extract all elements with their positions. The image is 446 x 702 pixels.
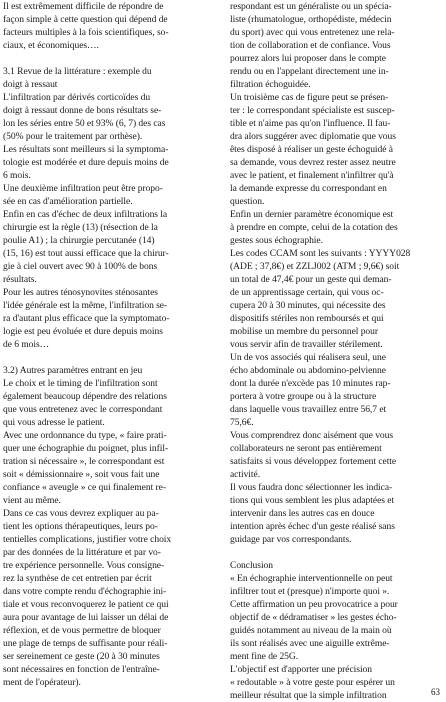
text-line: doigt à ressaut donne de bons résultats se- [3,105,162,116]
text-line: « En échographie interventionnelle on peut [230,573,393,584]
text-line: L'objectif est d'apporter une précision [230,664,372,675]
page-number: 63 [431,687,440,697]
text-line: L'infiltration par dérivés corticoïdes du [3,92,151,103]
text-line: Il vous faudra donc sélectionner les indica- [230,482,393,493]
text-line: poulie A1) ; la chirurgie percutanée (14) [3,235,155,246]
text-line: qui vous adresse le patient. [3,417,105,428]
text-line: écho abdominale ou abdomino-pelvienne [230,365,386,376]
text-line: portera à votre groupe ou à la structure [230,391,377,402]
text-line: dans laquelle vous travaillez entre 56,7 et [230,404,387,415]
text-line: chirurgie est la règle (13) (résection de la [3,222,158,233]
text-line: soit « démissionnaire », soit vous fait une [3,469,160,480]
text-line: Un de vos associés qui réalisera seul, une [230,352,386,363]
text-line: 6 mois. [3,170,31,181]
text-line: doigt à ressaut [3,79,58,90]
text-line: façon simple à cette question qui dépend de [3,14,168,25]
paragraph-gap [230,546,442,559]
right-column [230,0,442,702]
text-line: mobilise un membre du personnel pour [230,326,379,337]
text-line: tentielles complications, justifier votre choix [3,534,172,545]
text-line: tient les options thérapeutiques, leurs po- [3,521,158,532]
text-line: liste (rhumatologue, orthopédiste, médecin [230,14,392,25]
text-line: l'idée générale est la même, l'infiltration se- [3,300,168,311]
text-line: Une deuxième infiltration peut être propo- [3,183,163,194]
text-line: 75,6€. [230,417,254,428]
text-line: intention après échec d'un geste réalisé sans [230,521,395,532]
text-line: également beaucoup dépendre des relations [3,391,167,402]
left-column [3,0,217,689]
text-line: 3.1 Revue de la littérature : exemple du [3,66,152,77]
text-line: sa demande, vous devrez rester assez neutre [230,157,396,168]
text-line: Dans ce cas vous devrez expliquer au pa- [3,508,159,519]
text-line: Avec une ordonnance du type, « faire prati- [3,430,167,441]
text-line: résultats. [3,274,37,285]
text-line: 3.2) Autres paramètres entrant en jeu [3,365,143,376]
text-line: tiale et vous reconvoquerez le patient ce qui [3,599,169,610]
text-line: dispositifs stériles non remboursés et qui [230,313,384,324]
text-line: Enfin en cas d'échec de deux infiltrations la [3,209,168,220]
text-line: Les codes CCAM sont les suivants : YYYY028 [230,248,411,259]
text-line: tologie est modérée et dure depuis moins de [3,157,169,168]
text-line: vient au même. [3,495,61,506]
text-line: (50% pour le traitement par orthèse). [3,131,143,142]
text-line: cupera 20 à 30 minutes, qui nécessite des [230,300,386,311]
text-line: tions qui vous semblent les plus adaptées et [230,495,395,506]
text-line: ra d'autant plus efficace que la symptomato- [3,313,170,324]
text-line: tible et n'aime pas qu'on l'influence. Il fau- [230,118,391,129]
text-line: une plage de temps de suffisante pour réali- [3,638,168,649]
text-line: Les résultats sont meilleurs si la symptoma- [3,144,169,155]
text-line: avec le patient, et finalement n'infiltrer qu'à [230,170,394,181]
text-line: « redoutable » à votre geste pour espérer un [230,677,395,688]
text-line: (ADE ; 37,8€) et ZZLJ002 (ATM ; 9,6€) soit [230,261,400,272]
text-line: êtes disposé à réaliser un geste échoguidé à [230,144,393,155]
text-line: dont la durée n'excède pas 10 minutes rap- [230,378,391,389]
text-line: quer une échographie du poignet, plus infil- [3,443,169,454]
text-line: collaborateurs ne seront pas entièrement [230,443,382,454]
paragraph-gap [3,351,217,364]
text-line: Le choix et le timing de l'infiltration sont [3,378,158,389]
text-line: vous servir afin de travailler stérilement. [230,339,383,350]
text-line: objectif de « dédramatiser » les gestes écho- [230,612,397,623]
paragraph-gap [3,52,217,65]
text-line: Vous comprendrez donc aisément que vous [230,430,394,441]
text-line: question. [230,196,265,207]
text-line: guidage par vos correspondants. [230,534,352,545]
text-line: aura pour avantage de lui laisser un délai de [3,612,169,623]
text-line: ment de l'opérateur). [3,677,81,688]
text-line: lon les séries entre 50 et 93% (6, 7) des cas [3,118,166,129]
text-line: ter : le correspondant spécialiste est suscep- [230,105,395,116]
text-line: que vous entretenez avec le correspondant [3,404,163,415]
text-line: pourrez alors lui proposer dans le compte [230,53,386,64]
text-line: guidés notamment au niveau de la main où [230,625,392,636]
text-line: (15, 16) est tout aussi efficace que la chirur- [3,248,169,259]
text-line: logie est peu évoluée et dure depuis moins [3,326,163,337]
text-line: ils sont réalisés avec une aiguille extrême- [230,638,390,649]
text-line: Pour les autres ténosynovites sténosantes [3,287,158,298]
text-line: confiance « aveugle » ce qui finalement re- [3,482,166,493]
text-line: sée en cas d'amélioration partielle. [3,196,133,207]
text-line: satisfaits si vous développez fortement cette [230,456,397,467]
text-line: Conclusion [230,560,273,571]
text-line: tre expérience personnelle. Vous consigne- [3,560,165,571]
text-line: sont nécessaires en fonction de l'entraîne- [3,664,160,675]
text-line: tion de collaboration et de confiance. Vous [230,40,391,51]
text-line: dra alors suggérer avec diplomatie que vous [230,131,396,142]
text-line: à prendre en compte, celui de la cotation des [230,222,398,233]
text-line: Il est extrêmement difficile de répondre de [3,1,164,12]
text-line: gestes sous échographie. [230,235,323,246]
text-line: infiltrer tout et (presque) n'importe quoi ». [230,586,390,597]
text-line: rendu ou en l'appelant directement une in- [230,66,389,77]
text-line: du sport) avec qui vous entretenez une rela- [230,27,395,38]
text-line: par des données de la littérature et par vo- [3,547,161,558]
text-line: intervenir dans les autres cas en douce [230,508,375,519]
text-line: Cette affirmation un peu provocatrice a pour [230,599,398,610]
text-line: rez la synthèse de cet entretien par écrit [3,573,152,584]
text-line: Un troisième cas de figure peut se présen- [230,92,389,103]
text-line: réflexion, et de vous permettre de bloquer [3,625,161,636]
text-line: un total de 47,4€ pour un geste qui deman- [230,274,392,285]
text-line: tration si nécessaire », le correspondant est [3,456,165,467]
text-line: ser sereinement ce geste (20 à 30 minutes [3,651,160,662]
text-line: Enfin un dernier paramètre économique est [230,209,394,220]
text-line: ciaux, et économiques…. [3,40,99,51]
text-line: facteurs multiples à la fois scientifiques, so- [3,27,169,38]
text-line: respondant est un généraliste ou un spécia- [230,1,392,12]
text-line: dans votre compte rendu d'échographie ini- [3,586,167,597]
text-line: la demande expresse du correspondant en [230,183,387,194]
text-line: filtration échoguidée. [230,79,311,90]
text-line: meilleur résultat que la simple infiltration [230,690,387,701]
text-line: gie à ciel ouvert avec 90 à 100% de bons [3,261,158,272]
text-line: activité. [230,469,261,480]
text-line: ment fine de 25G. [230,651,299,662]
text-line: de un apprentissage certain, qui vous oc- [230,287,384,298]
text-line: de 6 mois… [3,339,50,350]
